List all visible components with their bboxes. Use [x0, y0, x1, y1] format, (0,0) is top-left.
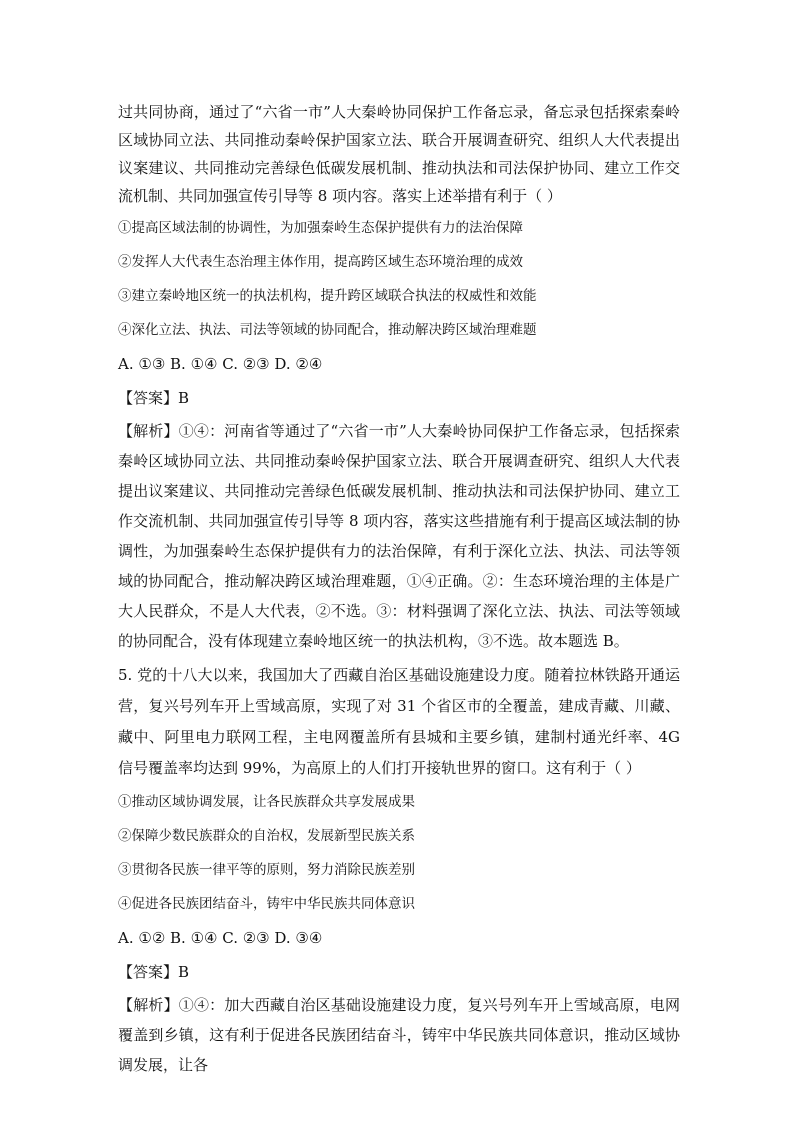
document-page: [118, 98, 680, 1080]
question-5-choices: A. ①② B. ①④ C. ②③ D. ③④: [118, 929, 323, 947]
question-4-analysis: 【解析】①④：河南省等通过了“六省一市”人大秦岭协同保护工作备忘录，包括探索秦岭区域协同立法、共同推动秦岭保护国家立法、联合开展调查研究、组织人大代表提出议案建议、共同推动完善绿色低碳发展机制、推动执法和司法保护协同、建立工作交流机制、共同加强宣传引导等 8 项内容，落实这些措施有利于提高区域法制的协调性，为加强秦岭生态保护提供有力的法治保障，有利于深化立法、执法、司法等领域的协同配合，推动解决跨区域治理难题，①④正确。②：生态环境治理的主体是广大人民群众，不是人大代表，②不选。③：材料强调了深化立法、执法、司法等领域的协同配合，没有体现建立秦岭地区统一的执法机构，③不选。故本题选 B。: [118, 422, 680, 650]
question-5-analysis: 【解析】①④：加大西藏自治区基础设施建设力度，复兴号列车开上雪域高原，电网覆盖到乡镇，这有利于促进各民族团结奋斗，铸牢中华民族共同体意识，推动区域协调发展，让各: [118, 996, 680, 1074]
question-4-answer: 【答案】B: [118, 389, 190, 407]
question-4-option-1: ①提高区域法制的协调性，为加强秦岭生态保护提供有力的法治保障: [118, 220, 523, 236]
question-5-option-4: ④促进各民族团结奋斗，铸牢中华民族共同体意识: [118, 896, 415, 912]
question-5-answer: 【答案】B: [118, 963, 190, 981]
question-4-stem: 过共同协商，通过了“六省一市”人大秦岭协同保护工作备忘录，备忘录包括探索秦岭区域协同立法、共同推动秦岭保护国家立法、联合开展调查研究、组织人大代表提出议案建议、共同推动完善绿色低碳发展机制、推动执法和司法保护协同、建立工作交流机制、共同加强宣传引导等 8 项内容。落实上述举措有利于（ ）: [118, 103, 680, 205]
question-4-option-4: ④深化立法、执法、司法等领域的协同配合，推动解决跨区域治理难题: [118, 322, 537, 338]
question-4-option-3: ③建立秦岭地区统一的执法机构，提升跨区域联合执法的权威性和效能: [118, 288, 537, 304]
question-5-option-1: ①推动区域协调发展，让各民族群众共享发展成果: [118, 794, 415, 810]
question-4-choices: A. ①③ B. ①④ C. ②③ D. ②④: [118, 355, 323, 373]
question-5-option-3: ③贯彻各民族一律平等的原则，努力消除民族差别: [118, 862, 415, 878]
question-5-option-2: ②保障少数民族群众的自治权，发展新型民族关系: [118, 828, 415, 844]
question-4-option-2: ②发挥人大代表生态治理主体作用，提高跨区域生态环境治理的成效: [118, 254, 523, 270]
question-5-stem: 5. 党的十八大以来，我国加大了西藏自治区基础设施建设力度。随着拉林铁路开通运营，复兴号列车开上雪域高原，实现了对 31 个省区市的全覆盖，建成青藏、川藏、藏中、阿里电力联网工程，主电网覆盖所有县城和主要乡镇，建制村通光纤率、4G 信号覆盖率均达到 99%，为高原上的人们打开接轨世界的窗口。这有利于（ ）: [118, 666, 680, 777]
